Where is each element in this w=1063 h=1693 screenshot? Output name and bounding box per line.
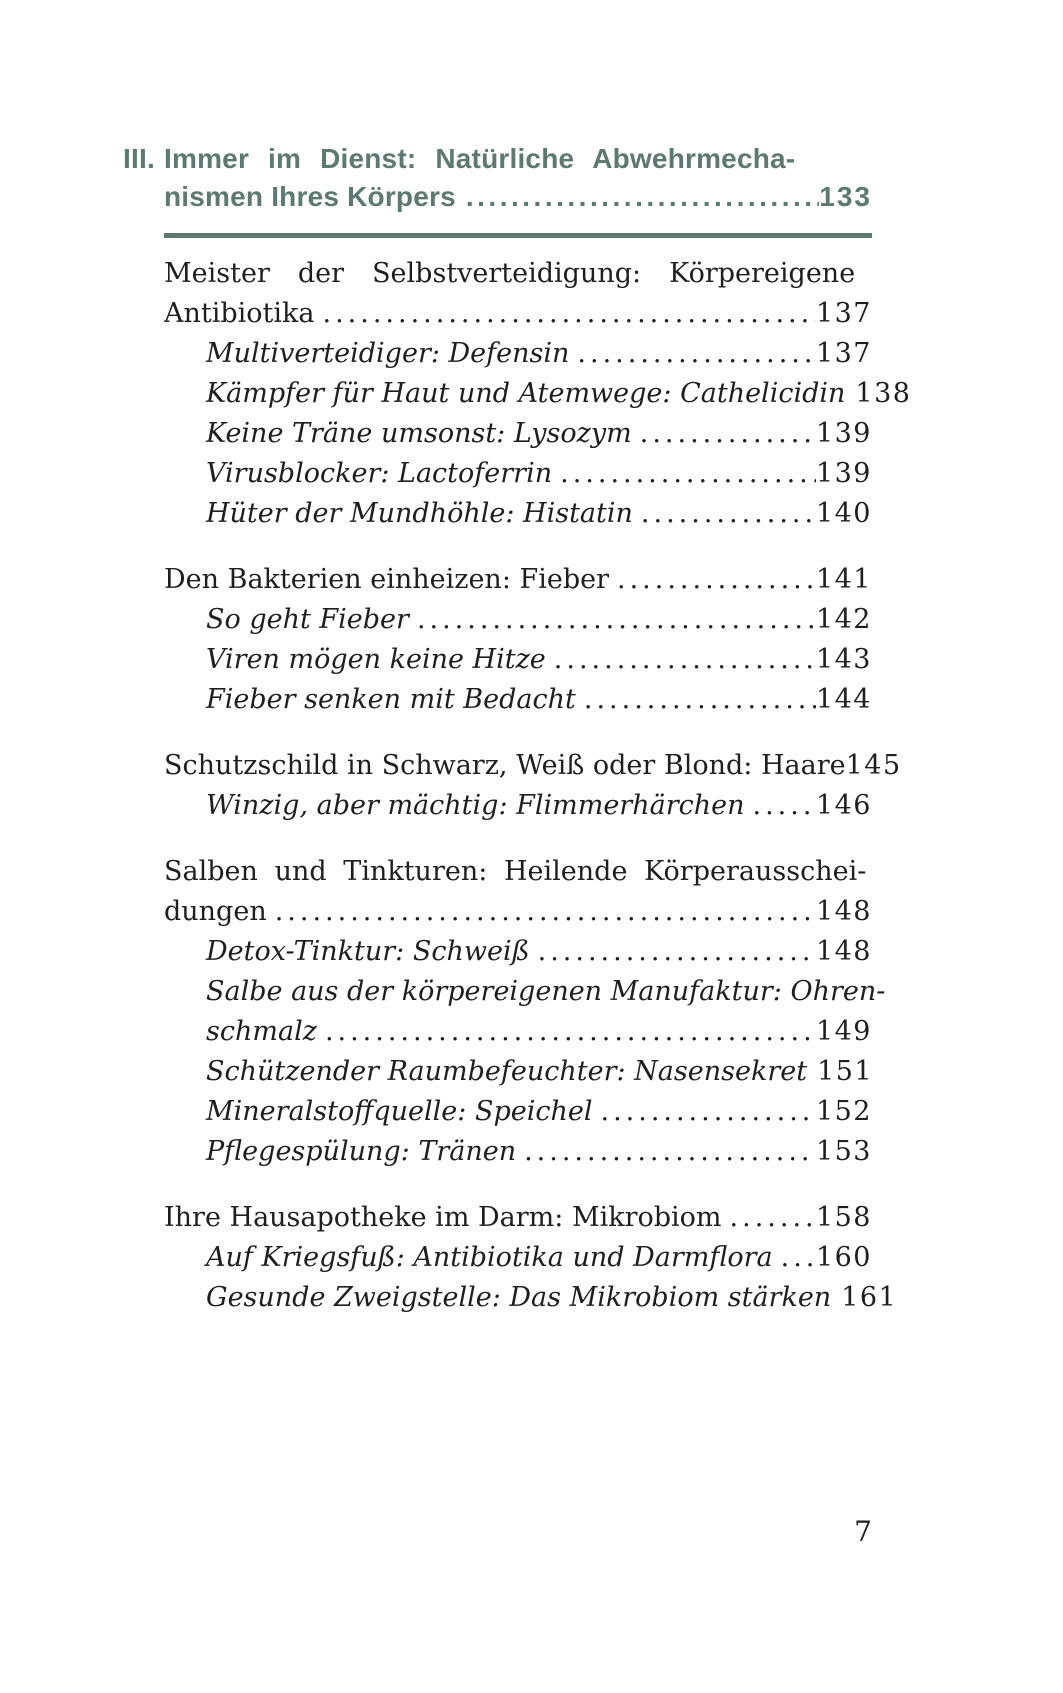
entry-page-number: 158 bbox=[815, 1202, 872, 1233]
entry-page-number: 160 bbox=[815, 1242, 872, 1273]
entry-page-number: 137 bbox=[815, 298, 872, 329]
entry-page-number: 139 bbox=[815, 458, 872, 489]
toc-entry bbox=[206, 1012, 872, 1052]
entry-title: Antibiotika bbox=[164, 298, 315, 329]
toc-entry bbox=[206, 1092, 872, 1132]
dot-leader bbox=[317, 1012, 816, 1052]
entry-page-number: 145 bbox=[845, 750, 902, 781]
toc-entry bbox=[206, 334, 872, 374]
dot-leader bbox=[609, 560, 816, 600]
entry-page-number: 142 bbox=[815, 604, 872, 635]
entry-title: Fieber senken mit Bedacht bbox=[206, 684, 576, 715]
entry-title: Keine Träne umsonst: Lysozym bbox=[206, 418, 632, 449]
toc-entry bbox=[206, 454, 872, 494]
dot-leader bbox=[831, 1278, 841, 1318]
entry-title: Virusblocker: Lactoferrin bbox=[206, 458, 553, 489]
dot-leader bbox=[569, 334, 816, 374]
entry-page-number: 137 bbox=[815, 338, 872, 369]
chapter-heading-line2 bbox=[164, 178, 872, 216]
entry-page-number: 148 bbox=[815, 896, 872, 927]
entry-page-number: 149 bbox=[815, 1016, 872, 1047]
chapter-heading bbox=[123, 140, 872, 216]
dot-leader bbox=[516, 1132, 816, 1172]
entry-title: So geht Fieber bbox=[206, 604, 409, 635]
entry-title: Pflegespülung: Tränen bbox=[206, 1136, 517, 1167]
toc-group bbox=[164, 254, 912, 534]
entry-page-number: 151 bbox=[817, 1056, 874, 1087]
entry-title: Meister der Selbstverteidigung: Körpereigene bbox=[164, 258, 856, 289]
page-number: 7 bbox=[854, 1515, 872, 1548]
chapter-numeral: III. bbox=[123, 143, 155, 174]
toc-entry bbox=[164, 1198, 872, 1238]
toc-group bbox=[164, 1198, 898, 1318]
toc-entry bbox=[164, 560, 872, 600]
entry-title: Hüter der Mundhöhle: Histatin bbox=[206, 498, 633, 529]
entry-title: Auf Kriegsfuß: Antibiotika und Darmflora bbox=[206, 1242, 773, 1273]
dot-leader bbox=[632, 414, 816, 454]
dot-leader bbox=[409, 600, 816, 640]
entry-page-number: 140 bbox=[815, 498, 872, 529]
dot-leader bbox=[807, 1052, 817, 1092]
toc-entry bbox=[164, 294, 872, 334]
entry-title: schmalz bbox=[206, 1016, 317, 1047]
toc-entry bbox=[206, 786, 872, 826]
chapter-title-continued: nismen Ihres Körpers bbox=[164, 181, 456, 212]
entry-title: Multiverteidiger: Defensin bbox=[206, 338, 570, 369]
toc-entry bbox=[206, 1052, 872, 1092]
entry-page-number: 152 bbox=[815, 1096, 872, 1127]
dot-leader bbox=[633, 494, 816, 534]
chapter-heading-line1 bbox=[123, 140, 872, 178]
entry-page-number: 153 bbox=[815, 1136, 872, 1167]
entry-page-number: 138 bbox=[855, 378, 912, 409]
toc-entry bbox=[164, 892, 872, 932]
entry-page-number: 146 bbox=[815, 790, 872, 821]
dot-leader bbox=[845, 374, 855, 414]
entry-page-number: 139 bbox=[815, 418, 872, 449]
entry-title: Winzig, aber mächtig: Flimmerhärchen bbox=[206, 790, 745, 821]
chapter-page-number: 133 bbox=[819, 181, 872, 212]
entry-title: dungen bbox=[164, 896, 267, 927]
entry-title: Ihre Hausapotheke im Darm: Mikrobiom bbox=[164, 1202, 722, 1233]
toc-group bbox=[164, 852, 886, 1172]
dot-leader bbox=[552, 454, 816, 494]
entry-title: Salben und Tinkturen: Heilende Körperausschei- bbox=[164, 856, 867, 887]
entry-title: Mineralstoffquelle: Speichel bbox=[206, 1096, 593, 1127]
toc-entry bbox=[206, 1278, 898, 1318]
entry-title: Schützender Raumbefeuchter: Nasensekret bbox=[206, 1056, 808, 1087]
entry-page-number: 148 bbox=[815, 936, 872, 967]
entry-page-number: 143 bbox=[815, 644, 872, 675]
toc-entry bbox=[164, 254, 872, 294]
dot-leader bbox=[546, 640, 816, 680]
divider-rule bbox=[164, 233, 872, 238]
dot-leader bbox=[722, 1198, 816, 1238]
dot-leader bbox=[773, 1238, 816, 1278]
entry-title: Salbe aus der körpereigenen Manufaktur: Ohren- bbox=[206, 976, 886, 1007]
table-of-contents bbox=[123, 140, 912, 1318]
toc-entry bbox=[206, 374, 912, 414]
dot-leader bbox=[592, 1092, 815, 1132]
toc-entry bbox=[206, 600, 872, 640]
entry-title: Den Bakterien einheizen: Fieber bbox=[164, 564, 610, 595]
toc-entry bbox=[206, 972, 886, 1012]
entry-title: Detox-Tinktur: Schweiß bbox=[206, 936, 530, 967]
entry-title: Gesunde Zweigstelle: Das Mikrobiom stärken bbox=[206, 1282, 832, 1313]
toc-entry bbox=[206, 640, 872, 680]
entry-title: Kämpfer für Haut und Atemwege: Cathelicidin bbox=[206, 378, 846, 409]
toc-entries bbox=[164, 254, 912, 1318]
dot-leader bbox=[530, 932, 816, 972]
toc-entry bbox=[206, 494, 872, 534]
toc-entry bbox=[206, 680, 872, 720]
chapter-title: Immer im Dienst: Natürliche Abwehrmecha- bbox=[164, 143, 796, 174]
dot-leader bbox=[744, 786, 815, 826]
toc-entry bbox=[206, 932, 872, 972]
toc-group bbox=[164, 560, 872, 720]
toc-entry bbox=[206, 1132, 872, 1172]
dot-leader bbox=[315, 294, 816, 334]
entry-page-number: 144 bbox=[815, 684, 872, 715]
toc-group bbox=[164, 746, 902, 826]
toc-entry bbox=[164, 852, 872, 892]
entry-title: Viren mögen keine Hitze bbox=[206, 644, 546, 675]
entry-title: Schutzschild in Schwarz, Weiß oder Blond: Haare bbox=[164, 750, 846, 781]
entry-page-number: 161 bbox=[841, 1282, 898, 1313]
toc-entry bbox=[206, 414, 872, 454]
toc-entry bbox=[206, 1238, 872, 1278]
entry-page-number: 141 bbox=[815, 564, 872, 595]
dot-leader bbox=[267, 892, 816, 932]
dot-leader bbox=[576, 680, 816, 720]
dot-leader bbox=[456, 178, 819, 216]
toc-entry bbox=[164, 746, 902, 786]
